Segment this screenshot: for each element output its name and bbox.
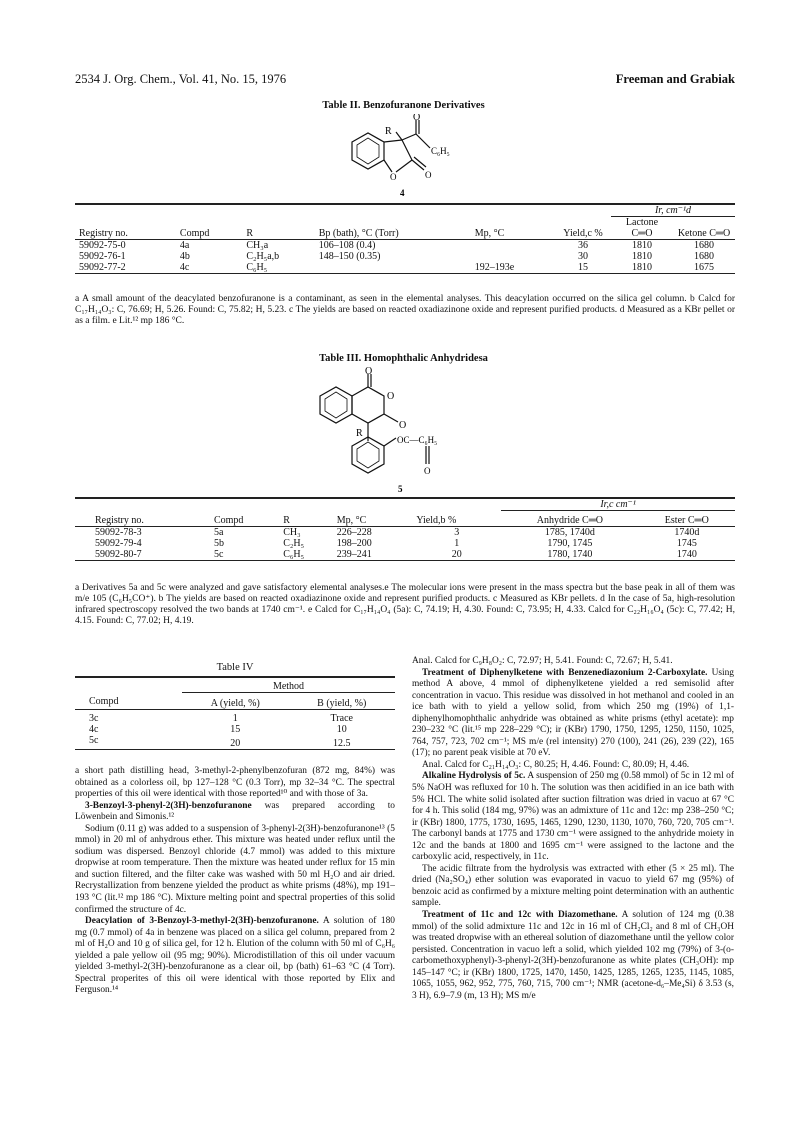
paragraph: Anal. Calcd for C₂₁H₁₄O₃: C, 80.25; H, 4.46. Found: C, 80.09; H, 4.46. — [422, 759, 690, 770]
t2-h-bp: Bp (bath), °C (Torr) — [318, 228, 399, 239]
t4-h-compd: Compd — [89, 696, 119, 707]
t3-h-r: R — [283, 514, 290, 526]
table-row: 59092-79-4 5b C₂H₅ 198–200 1 1790, 1745 1745 — [95, 537, 697, 549]
t3-num: 5 — [398, 484, 403, 494]
table-row: 59092-78-3 5a CH₃ 226–228 3 1785, 1740d 1740d — [75, 526, 735, 538]
paragraph: a short path distilling head, 3-methyl-2-phenylbenzofuran (872 mg, 84%) was obtained as a colorless oil, bp 127–128 °C (0.3 Torr), mp 32–34 °C. The spectral properties of this oil were identical with those reported¹⁰ and with those of 3a. — [75, 766, 395, 800]
t2-h-r: R — [246, 228, 254, 239]
t3-o-bot: O — [424, 466, 431, 476]
t2-o-top: O — [413, 114, 421, 123]
t2-o-ring: O — [390, 172, 397, 182]
t2-h-yield: Yield,c % — [563, 228, 603, 239]
t2-r: R — [385, 126, 392, 137]
t2-ir-header: Ir, cm⁻¹d — [611, 204, 735, 217]
paragraph: Alkaline Hydrolysis of 5c. A suspension of 250 mg (0.58 mmol) of 5c in 12 ml of 5% NaOH was refluxed for 10 h. The solution was then acidified in an ice bath with 5% HCl. The white solid isolated after suction filtration was dried in vacuo at 67 °C for 4 h. This solid (184 mg, 97%) was an admixture of 11c and 12c: mp 238–250 °C; ir (KBr) 1800, 1775, 1730, 1695, 1465, 1290, 1230, 1130, 1070, 760, 720, 705 cm⁻¹. The carbonyl bands at 1775 and 1730 cm⁻¹ were assigned to the anhydride moiety in 12c and the bands at 1800 and 1695 cm⁻¹ were assigned to the lactone and the carboxylic acid, respectively, in 11c. — [412, 771, 734, 863]
table3-structure — [300, 366, 510, 496]
t3-h-anh: Anhydride C═O — [536, 514, 604, 526]
t2-num: 4 — [400, 188, 405, 198]
table4-title: Table IV — [216, 662, 254, 673]
t2-o-co: O — [425, 170, 432, 180]
right-column — [412, 656, 734, 1002]
t3-h-mp: Mp, °C — [336, 514, 367, 526]
t3-h-yield: Yield,b % — [416, 514, 457, 526]
table-row: 59092-75-0 4a CH₃a 106–108 (0.4) 36 1810 1680 — [75, 240, 735, 252]
paragraph: The acidic filtrate from the hydrolysis was extracted with ether (5 × 25 ml). The dried (Na₂SO₄) ether solution was evaporated in vacuo to yield 67 mg (95%) of benzoic acid as confirmed by a mixture melting point determination with an authentic sample. — [412, 863, 734, 909]
t3-h-ester: Ester C═O — [664, 514, 709, 526]
table-row: 5c 20 12.5 — [89, 735, 351, 749]
table4 — [75, 676, 395, 751]
table3 — [75, 497, 735, 562]
paragraph: 3-Benzoyl-3-phenyl-2(3H)-benzofuranone was prepared according to Löwenbein and Simonis.¹² — [75, 800, 395, 823]
table-row: 4c 15 10 — [89, 724, 347, 735]
table3-title: Table III. Homophthalic Anhydridesa — [319, 353, 488, 364]
paragraph: Treatment of Diphenylketene with Benzenediazonium 2-Carboxylate. Using method A above, 4 mmol of diphenylketene yielded a red semisolid after concentration in vacuo. This residue was dissolved in hot methanol and cooled in an ice bath with to yield a yellow solid, from which 250 mg (19%) of 1,1-diphenylhomophthalic anhydride was obtained as white prisms (ethyl acetate): mp 230–232 °C (lit.¹⁵ mp 228–229 °C); ir (KBr) 1790, 1750, 1295, 1250, 1150, 1025, 764, 757, 723, 702 cm⁻¹; MS m/e (rel intensity) 270 (100), 241 (26), 239 (22), 165 (17); no parent peak visible at 70 eV. — [412, 667, 734, 759]
table2-title: Table II. Benzofuranone Derivatives — [322, 100, 485, 111]
table3-footnote: a Derivatives 5a and 5c were analyzed and gave satisfactory elemental analyses.e The molecular ions were present in the mass spectra but the base peak in all of them was m/e 105 (C₆H₅CO⁺). b The yields are based on reacted oxadiazinone oxide and represent purified products. c Measured as KBr pellets. d In the case of 5a, high-resolution infrared spectroscopy resolved the two bands at 1740 cm⁻¹. e Calcd for C₁₇H₁₄O₄ (5a): C, 74.19; H, 4.30. Found: C, 73.95; H, 4.33. Calcd for C₂₂H₁₆O₄ (5c): C, 77.42; H, 4.15. Found: C, 77.02; H, 4.19. — [75, 583, 735, 626]
t4-method: Method — [182, 677, 395, 692]
paragraph: Deacylation of 3-Benzoyl-3-methyl-2(3H)-benzofuranone. A solution of 180 mg (0.7 mmol) of 4a in benzene was placed on a silica gel column, prepared from 2 ml of H₂O and 10 g of silica gel, for 12 h. Elution of the column with 50 ml of C₆H₆ yielded a pale yellow oil (95 mg; 90%). Microdistillation of this oil under vacuum yielded 3-methyl-2(3H)-benzofuranone as a clear oil, bp (bath) 61–63 °C (4 Torr). Spectral properites of this oil were identical with those reported by Elix and Ferguson.¹⁴ — [75, 916, 395, 996]
t3-h-compd: Compd — [213, 514, 244, 526]
table2 — [75, 203, 735, 275]
t3-r: R — [356, 428, 363, 439]
table-row: 59092-76-1 4b C₂H₅a,b 148–150 (0.35) 30 1810 1680 — [79, 251, 714, 262]
t3-o-top: O — [365, 366, 373, 377]
paragraph: Treatment of 11c and 12c with Diazomethane. A solution of 124 mg (0.38 mmol) of the solid admixture 11c and 12c in 16 ml of CH₂Cl₂ and 8 ml of CH₃OH was treated dropwise with an ethereal solution of diazomethane until the yellow color persisted. Concentration in vacuo left a solid, which yielded 102 mg (79%) of 3-(o-carbomethoxyphenyl)-3-phenyl-2(3H)-benzofuranone as white plates (CH₃OH): mp 145–147 °C; ir (KBr) 1800, 1725, 1470, 1450, 1425, 1285, 1265, 1235, 1145, 1085, 1065, 1055, 962, 952, 775, 760, 715, 700 cm⁻¹; NMR (acetone-d₆–Me₄Si) δ 3.53 (s, 3 H), 6.9–7.9 (m, 13 H); MS m/e — [412, 910, 734, 1001]
t2-h-lactone: Lactone C═O — [625, 217, 659, 239]
t3-oc: OC—C₆H₅ — [397, 435, 438, 445]
t2-h-ketone: Ketone C═O — [677, 228, 731, 239]
t2-ph: C₆H₅ — [431, 146, 450, 156]
t3-ir-header: Ir,c cm⁻¹ — [501, 498, 735, 511]
t4-h-a: A (yield, %) — [210, 698, 260, 709]
running-header-left: 2534 J. Org. Chem., Vol. 41, No. 15, 1976 — [75, 72, 287, 86]
paragraph: Anal. Calcd for C₉H₈O₂: C, 72.97; H, 5.41. Found: C, 72.67; H, 5.41. — [412, 656, 673, 666]
t2-h-compd: Compd — [179, 228, 210, 239]
table2-footnote: a A small amount of the deacylated benzofuranone is a contaminant, as seen in the elemental analyses. This deacylation occurred on the silica gel column. b Calcd for C₁₇H₁₄O₃: C, 76.69; H, 5.26. Found: C, 75.82; H, 5.23. c The yields are based on reacted oxadiazinone oxide and represent purified products. d Measured as a KBr pellet or as a film. e Lit.¹² mp 186 °C. — [75, 294, 735, 326]
t3-o-right: O — [399, 420, 407, 431]
t3-h-reg: Registry no. — [95, 514, 144, 526]
paragraph: Sodium (0.11 g) was added to a suspension of 3-phenyl-2(3H)-benzofuranone¹³ (5 mmol) in 20 ml of anhydrous ether. This mixture was heated under reflux until the sodium was dispersed. Benzoyl chloride (4.7 mmol) was added to this mixture dropwise at room temperature. Then the mixture was heated under reflux for 15 min and suction filtered, and the filter cake was washed with 50 ml H₂O and air dried. Recrystallization from benzene yielded the product as white prisms (48%), mp 191–193 °C (lit.¹² mp 186 °C). Mixture melting point and spectral properties of this solid confirmed the structure of 4c. — [75, 823, 395, 915]
t2-h-reg: Registry no. — [79, 228, 128, 239]
left-column — [75, 766, 395, 997]
table-row: 59092-77-2 4c C₆H₅ 192–193e 15 1810 1675 — [79, 262, 714, 273]
t3-o-ring: O — [387, 391, 395, 402]
running-header-right: Freeman and Grabiak — [615, 72, 735, 86]
t2-h-mp: Mp, °C — [474, 228, 505, 239]
table-row: 3c 1 Trace — [75, 710, 395, 725]
table2-structure — [330, 114, 500, 200]
t4-h-b: B (yield, %) — [317, 698, 367, 709]
table-row: 59092-80-7 5c C₆H₅ 239–241 20 1780, 1740 1740 — [95, 548, 697, 560]
